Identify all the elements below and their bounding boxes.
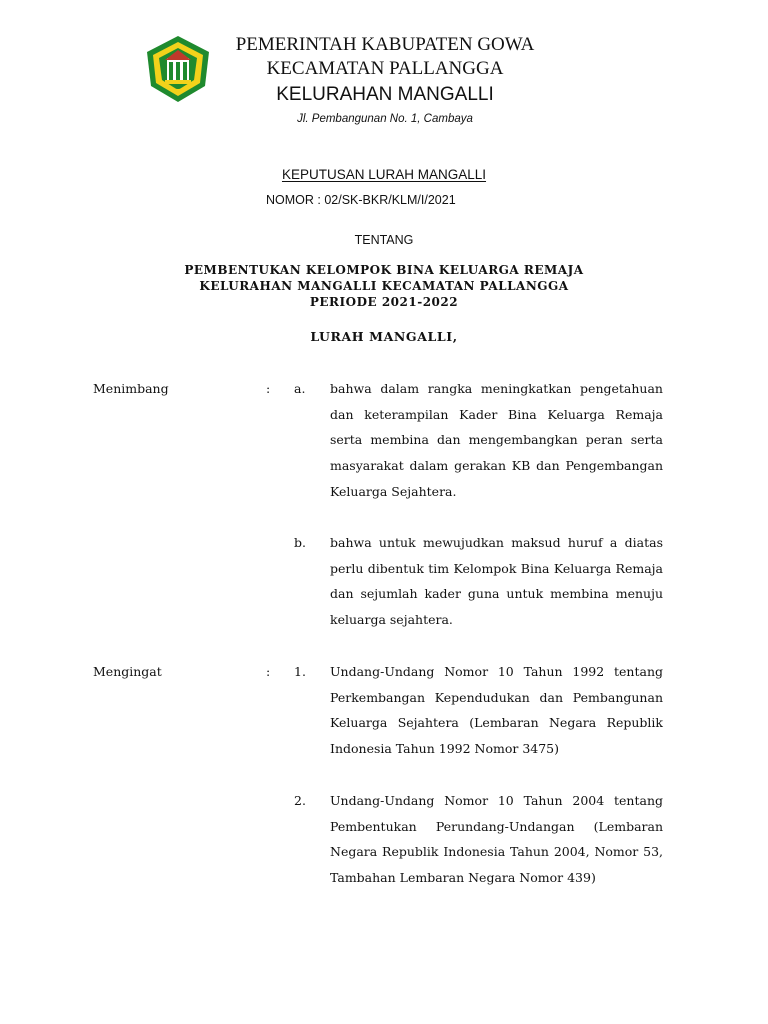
letterhead-district: KECAMATAN PALLANGGA [266, 58, 504, 79]
decree-title [0, 167, 768, 182]
list-item-text: Undang-Undang Nomor 10 Tahun 2004 tentang Pembentukan Perundang-Undangan (Lembaran Negara Republik Indonesia Tahun 2004, Nomor 53, Tambahan Lembaran Negara Nomor 439) [330, 793, 663, 886]
section-label: Mengingat [93, 664, 162, 679]
section-colon: : [266, 381, 271, 396]
letterhead-address: Jl. Pembangunan No. 1, Cambaya [297, 113, 473, 125]
list-item-text: bahwa untuk mewujudkan maksud huruf a diatas perlu dibentuk tim Kelompok Bina Keluarga Remaja dan sejumlah kader guna untuk membina menuju keluarga sejahtera. [330, 535, 663, 628]
decree-subject-line: PEMBENTUKAN KELOMPOK BINA KELUARGA REMAJA [184, 263, 584, 277]
section-colon: : [266, 664, 271, 679]
decree-title-text: KEPUTUSAN LURAH MANGALLI [281, 167, 487, 182]
list-item-marker: b. [294, 535, 306, 550]
list-item-marker: 1. [294, 664, 306, 679]
decree-subject-line: KELURAHAN MANGALLI KECAMATAN PALLANGGA [199, 279, 569, 293]
decree-about: TENTANG [354, 233, 414, 247]
decree-number: NOMOR : 02/SK-BKR/KLM/I/2021 [266, 193, 456, 207]
decree-subject [0, 262, 768, 310]
letterhead-government: PEMERINTAH KABUPATEN GOWA [235, 34, 535, 55]
decree-issuer: LURAH MANGALLI, [310, 329, 458, 344]
letterhead [220, 33, 550, 127]
decree-subject-line: PERIODE 2021-2022 [309, 295, 459, 309]
list-item-text: bahwa dalam rangka meningkatkan pengetahuan dan keterampilan Kader Bina Keluarga Remaja serta membina dan mengembangkan peran serta masyarakat dalam gerakan KB dan Pengembangan Keluarga Sejahtera. [330, 381, 663, 499]
letterhead-village: KELURAHAN MANGALLI [276, 84, 494, 105]
section-label: Menimbang [93, 381, 169, 396]
list-item-marker: 2. [294, 793, 306, 808]
gowa-regency-emblem-icon [143, 34, 213, 104]
list-item-text: Undang-Undang Nomor 10 Tahun 1992 tentang Perkembangan Kependudukan dan Pembangunan Keluarga Sejahtera (Lembaran Negara Republik Indonesia Tahun 1992 Nomor 3475) [330, 664, 663, 757]
list-item-marker: a. [294, 381, 306, 396]
